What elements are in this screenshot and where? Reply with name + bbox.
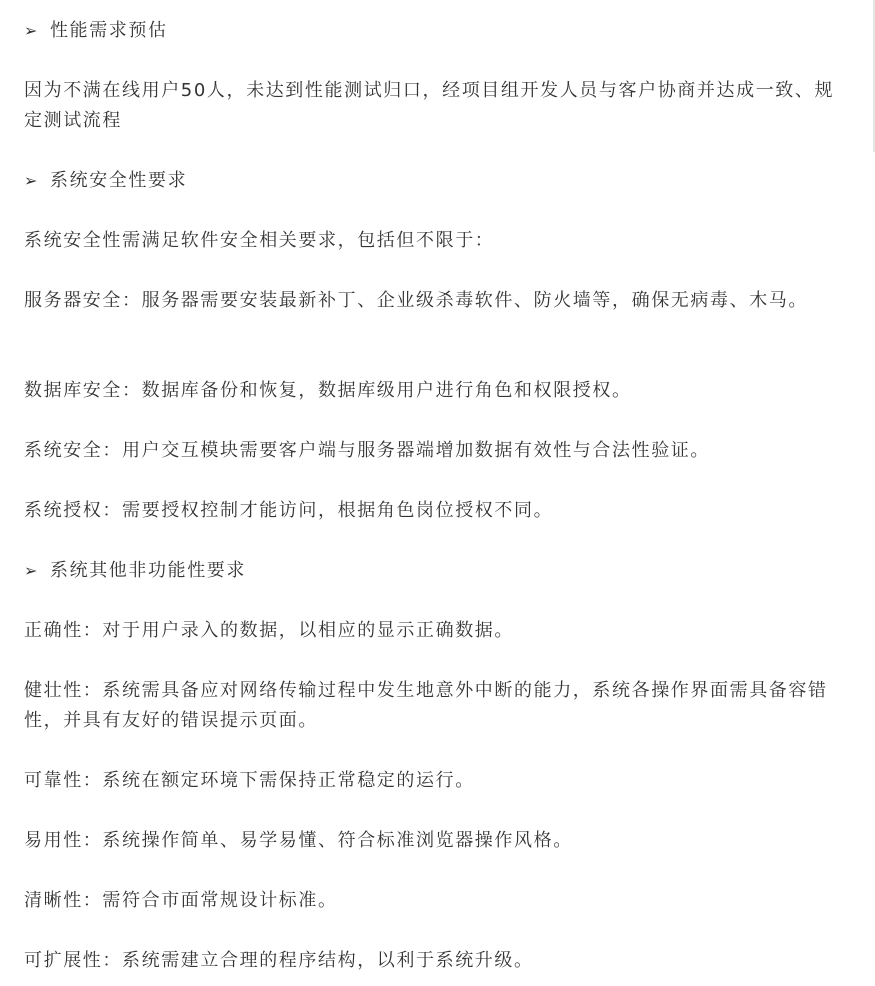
security-item-system: 系统安全：用户交互模块需要客户端与服务器端增加数据有效性与合法性验证。 — [24, 440, 710, 461]
security-item-server: 服务器安全：服务器需要安装最新补丁、企业级杀毒软件、防火墙等，确保无病毒、木马。 — [24, 290, 808, 311]
nonfunctional-item-correctness: 正确性：对于用户录入的数据，以相应的显示正确数据。 — [24, 620, 514, 641]
performance-paragraph: 因为不满在线用户50人，未达到性能测试归口，经项目组开发人员与客户协商并达成一致、规定测试流程 — [24, 80, 835, 131]
security-item-database: 数据库安全：数据库备份和恢复，数据库级用户进行角色和权限授权。 — [24, 380, 632, 401]
arrow-bullet-icon: ➢ — [24, 21, 40, 40]
nonfunctional-item-reliability: 可靠性：系统在额定环境下需保持正常稳定的运行。 — [24, 770, 475, 791]
section-heading-performance — [24, 16, 168, 46]
arrow-bullet-icon: ➢ — [24, 171, 40, 190]
arrow-bullet-icon: ➢ — [24, 561, 40, 580]
nonfunctional-item-usability: 易用性：系统操作简单、易学易懂、符合标准浏览器操作风格。 — [24, 830, 573, 851]
nonfunctional-item-robustness: 健壮性：系统需具备应对网络传输过程中发生地意外中断的能力，系统各操作界面需具备容错性，并具有友好的错误提示页面。 — [24, 680, 828, 731]
section-heading-nonfunctional — [24, 556, 246, 586]
heading-text: 系统安全性要求 — [50, 170, 188, 191]
heading-text: 系统其他非功能性要求 — [50, 560, 246, 581]
section-heading-security — [24, 166, 187, 196]
heading-text: 性能需求预估 — [50, 20, 168, 41]
security-item-authorization: 系统授权：需要授权控制才能访问，根据角色岗位授权不同。 — [24, 500, 554, 521]
nonfunctional-item-extensibility: 可扩展性：系统需建立合理的程序结构，以利于系统升级。 — [24, 950, 534, 971]
nonfunctional-item-clarity: 清晰性：需符合市面常规设计标准。 — [24, 890, 338, 911]
security-intro: 系统安全性需满足软件安全相关要求，包括但不限于： — [24, 230, 495, 251]
